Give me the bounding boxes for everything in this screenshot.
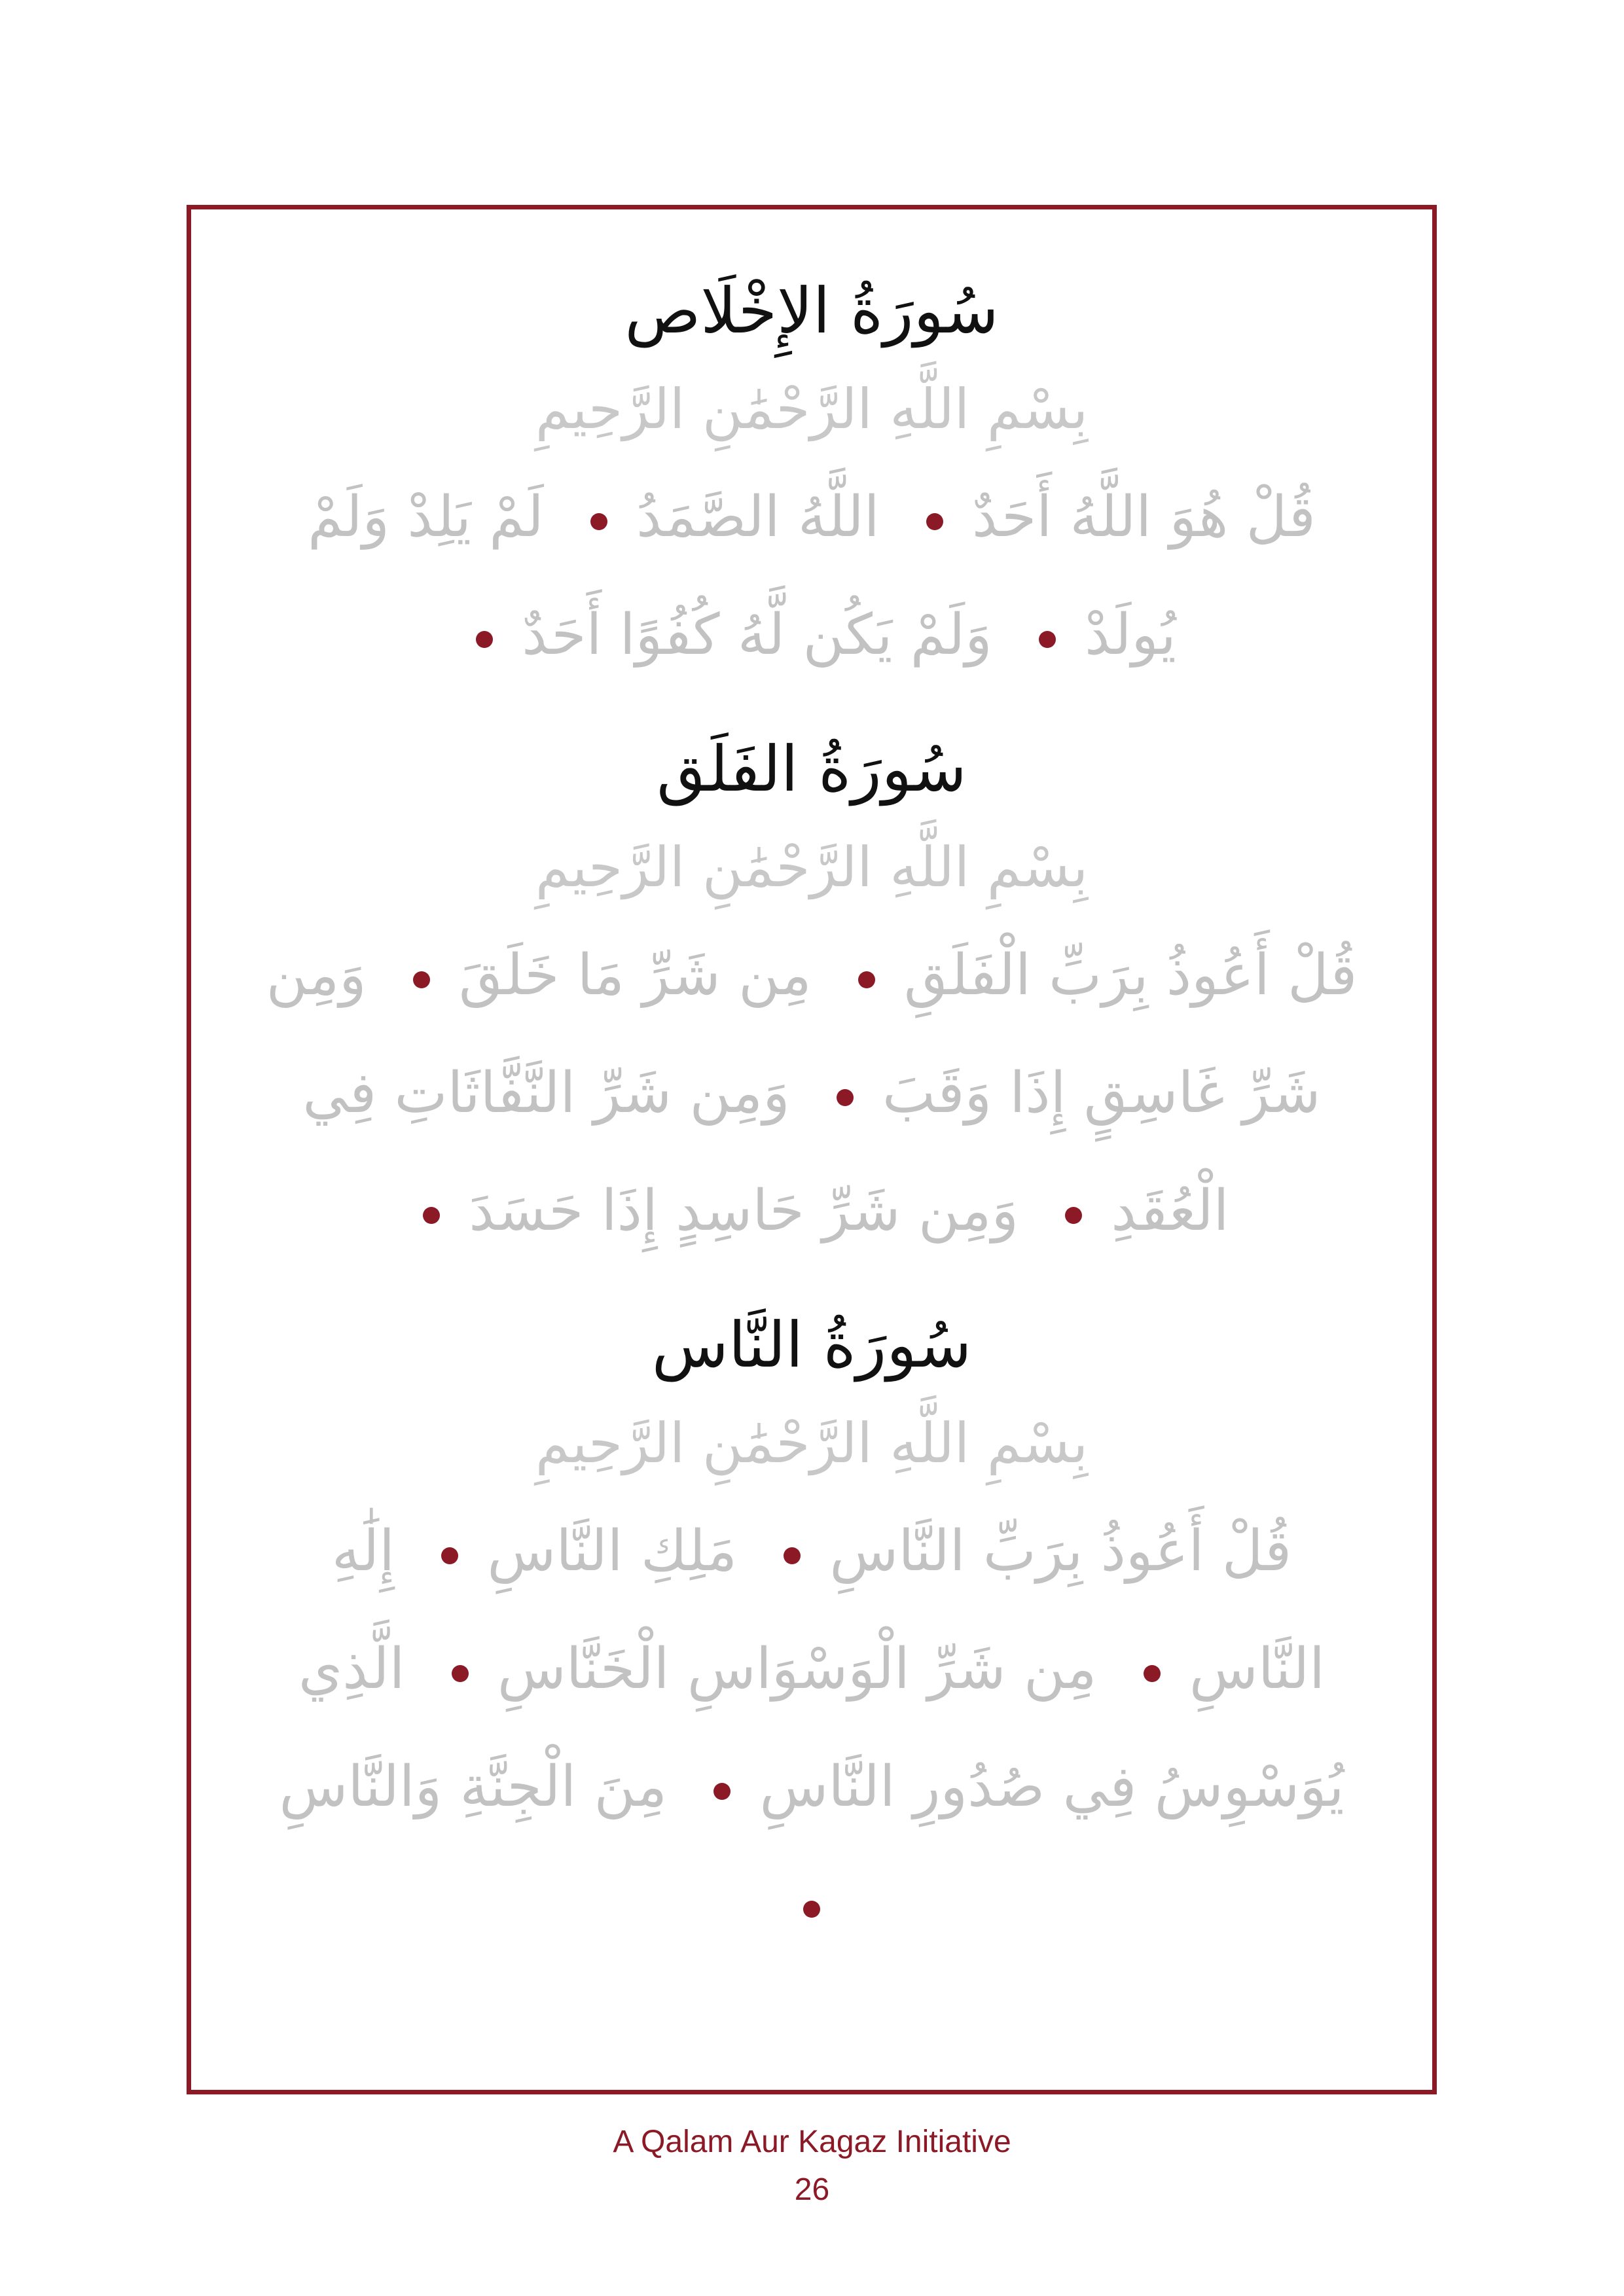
verse: وَمِن شَرِّ غَاسِقٍ إِذَا وَقَبَ [266,942,1321,1126]
section-ikhlas [236,262,1388,694]
verse: قُلْ أَعُوذُ بِرَبِّ النَّاسِ [829,1518,1292,1584]
surah-title: سُورَةُ الفَلَق [657,732,967,806]
verse-end-dot [452,1665,469,1682]
verses-block [236,916,1388,1270]
bismillah-line: بِسْمِ اللَّهِ الرَّحْمَٰنِ الرَّحِيمِ [535,377,1089,441]
footer-initiative: A Qalam Aur Kagaz Initiative [613,2125,1011,2159]
verse-end-dot [803,1901,820,1918]
verse: وَلَمْ يَكُن لَّهُ كُفُوًا أَحَدٌ [522,602,992,668]
verse: مِنَ الْجِنَّةِ وَالنَّاسِ [279,1754,668,1820]
verse: مِن شَرِّ الْوَسْوَاسِ الْخَنَّاسِ [497,1636,1097,1702]
surah-title: سُورَةُ النَّاس [651,1308,972,1382]
verse-end-dot [1144,1665,1161,1682]
verse: قُلْ هُوَ اللَّهُ أَحَدٌ [971,484,1316,550]
verse: قُلْ أَعُوذُ بِرَبِّ الْفَلَقِ [904,942,1358,1008]
verse-end-dot [784,1547,801,1564]
surah-title: سُورَةُ الإِخْلَاص [624,274,999,348]
verse-end-dot [713,1783,731,1800]
verse-end-dot [1065,1207,1082,1224]
surah-content [236,262,1388,1964]
verse: اللَّهُ الصَّمَدُ [636,484,880,550]
verse-end-dot [858,971,875,988]
bismillah-line: بِسْمِ اللَّهِ الرَّحْمَٰنِ الرَّحِيمِ [535,1411,1089,1475]
verse-end-dot [590,513,607,530]
verses-block [236,1492,1388,1964]
verse-end-dot [441,1547,458,1564]
verse: الَّذِي يُوَسْوِسُ فِي صُدُورِ النَّاسِ [298,1636,1344,1820]
verse-end-dot [926,513,943,530]
verse: لَمْ يَلِدْ وَلَمْ يُولَدْ [308,484,1176,668]
section-falaq [236,720,1388,1270]
verse: وَمِن شَرِّ حَاسِدٍ إِذَا حَسَدَ [469,1178,1019,1244]
verse: مَلِكِ النَّاسِ [487,1518,738,1584]
verse-end-dot [476,631,493,648]
section-nas [236,1296,1388,1964]
page-number: 26 [794,2172,830,2207]
verse-end-dot [413,971,430,988]
verse: إِلَٰهِ النَّاسِ [331,1518,1326,1702]
bismillah-line: بِسْمِ اللَّهِ الرَّحْمَٰنِ الرَّحِيمِ [535,835,1089,899]
verse-end-dot [837,1089,854,1106]
verses-block [236,458,1388,694]
verse: مِن شَرِّ مَا خَلَقَ [459,942,812,1008]
verse-end-dot [1039,631,1056,648]
verse: وَمِن شَرِّ النَّفَّاثَاتِ فِي الْعُقَدِ [302,1060,1229,1244]
verse-end-dot [423,1207,440,1224]
